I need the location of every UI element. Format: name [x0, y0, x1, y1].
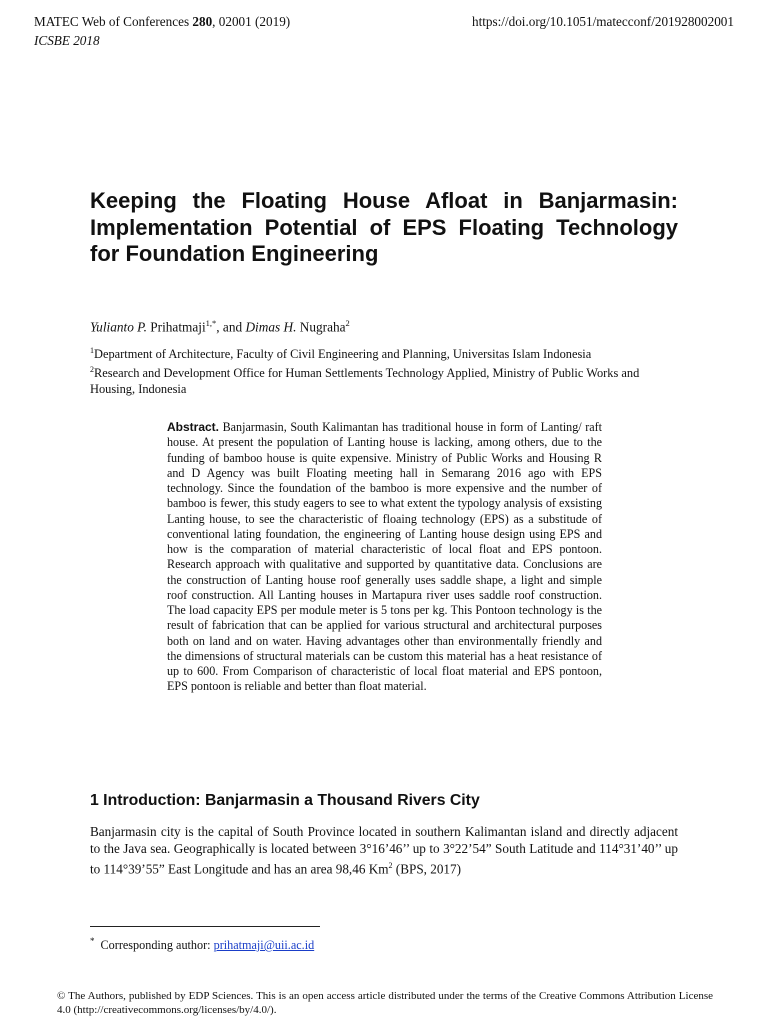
- affiliation-1: $^1$Department of Architecture, Faculty of Civil Engineering and Planning, Universitas Islam Indonesia: [90, 346, 592, 362]
- journal-info: MATEC Web of Conferences 280, 02001 (2019): [34, 14, 291, 29]
- paper-title: Keeping the Floating House Afloat in Banjarmasin: Implementation Potential of EPS Floating Technology for Foundation Engineering: [90, 188, 678, 266]
- affiliations: [90, 343, 680, 397]
- intro-paragraph: Banjarmasin city is the capital of South Province located in southern Kalimantan island and directly adjacent to the Java sea. Geographically is located between 3°16’46’’ up to 3°22’54” South Latitude and 114°31’40’’ up to 114°39’55” East Longitude and has an area 98,46 Km$^2$ (BPS, 2017): [90, 824, 678, 877]
- section-heading: 1 Introduction: Banjarmasin a Thousand Rivers City: [90, 792, 480, 809]
- abstract-text: Banjarmasin, South Kalimantan has traditional house in form of Lanting/ raft house. At present the population of Lanting house is lacking, among others, due to the funding of bamboo house is quite expensive. Ministry of Public Works and Housing R and D Agency was built Floating meeting hall in Semarang 2016 ago with EPS technology. Since the foundation of the bamboo is more expensive and the number of bamboo is fewer, this study eagers to see to what extent the typology analysis of exsisting Lanting house, to see the characteristic of floaing technology (EPS) as a substitude of conventional lating foundation, the engineering of Lanting house design using EPS and how is the comparation of material characteristic of local float and EPS pontoon. Research approach with qualitative and supported by quantitative data. Conclusions are the construction of Lanting house roof generally uses saddle shape, a light and simple roof construction. All Lanting houses in Martapura river uses saddle roof construction. The load capacity EPS per module meter is 5 tons per kg. This Pontoon technology is the result of fabrication that can be applied for various structural and architectural purposes both on land and on water. Having advantages other than environmentally friendly and the dimensions of structural materials can be custom this material has a heat resistance of up to 600. From Comparison of characteristic of local float material and EPS pontoon, EPS pontoon is reliable and better than float material.: [167, 420, 602, 694]
- running-header: [34, 12, 290, 50]
- affiliation-2: $^2$Research and Development Office for Human Settlements Technology Applied, Ministry of Public Works and Housing, Indonesia: [90, 365, 640, 396]
- footnote: * Corresponding author: prihatmaji@uii.ac.id: [90, 936, 315, 953]
- author-list: Yulianto P. Prihatmaji$^{1,*}$, and Dimas H. Nugraha$^2$: [90, 318, 350, 335]
- journal-volume: 280: [192, 14, 213, 29]
- footnote-divider: [90, 926, 320, 927]
- doi-link[interactable]: https://doi.org/10.1051/matecconf/201928002001: [471, 14, 734, 29]
- abstract: [167, 420, 602, 695]
- abstract-label: Abstract.: [167, 420, 220, 434]
- corresponding-email-link[interactable]: prihatmaji@uii.ac.id: [213, 938, 315, 953]
- conference-venue: ICSBE 2018: [34, 33, 100, 48]
- license-notice: © The Authors, published by EDP Sciences. This is an open access article distributed under the terms of the Creative Commons Attribution License 4.0 (http://creativecommons.org/licenses/by/4.0/).: [57, 990, 713, 1016]
